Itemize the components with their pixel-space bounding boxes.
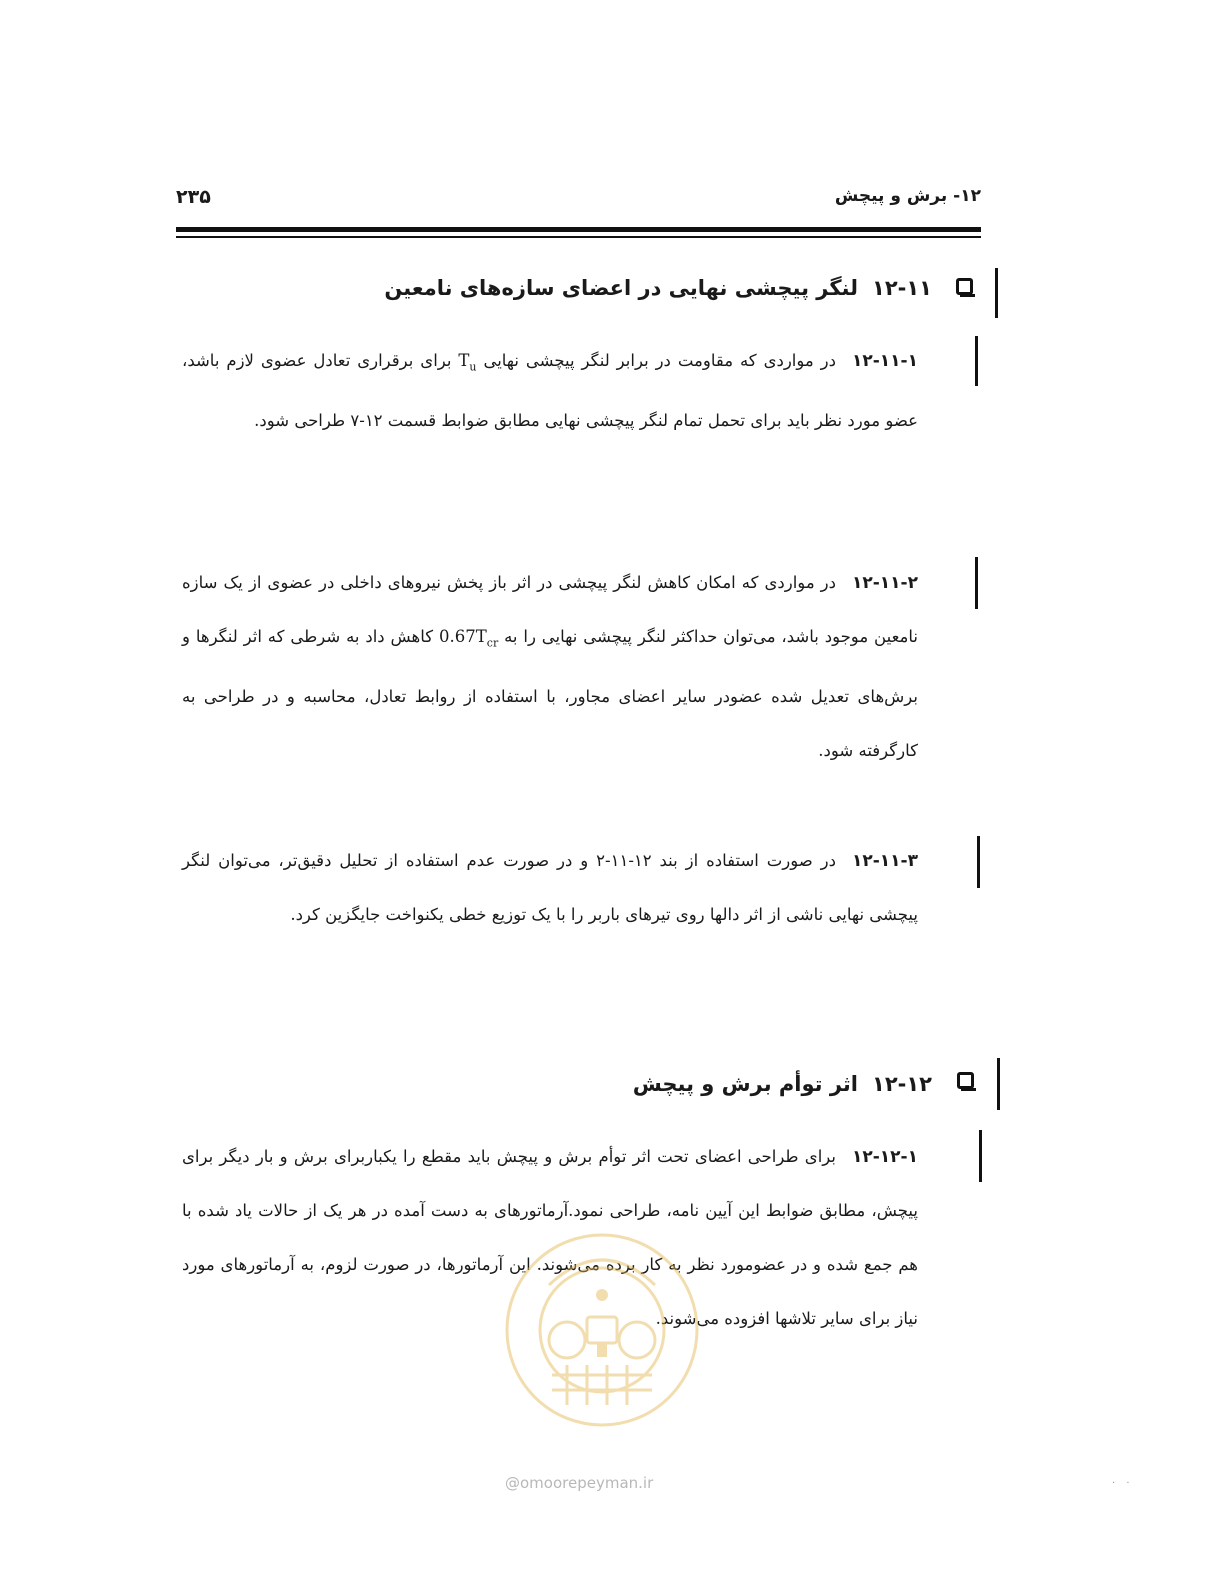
section-title: لنگر پیچشی نهایی در اعضای سازه‌های نامعین: [384, 276, 858, 300]
paragraph-number: ۱۲-۱۱-۲: [852, 573, 918, 593]
paragraph-text: در مواردی که مقاومت در برابر لنگر پیچشی نهایی: [483, 351, 836, 370]
change-bar: [977, 836, 980, 888]
paragraph-text: برای طراحی اعضای تحت اثر توأم برش و پیچش باید مقطع را یکباربرای برش و بار دیگر برای پیچش، مطابق ضوابط این آیین نامه، طراحی نمود.آرماتورهای به دست آمده در هر یک از حالات یاد شده با هم جمع شده و در عضومورد نظر به کار برده می‌شوند. این آرماتورها، در صورت لزوم، به آرماتورهای مورد نیاز برای سایر تلاشها افزوده می‌شوند.: [182, 1147, 918, 1328]
page-number: ۲۳۵: [176, 186, 211, 208]
change-bar: [995, 268, 998, 318]
paragraph: [182, 556, 918, 778]
change-bar: [975, 336, 978, 386]
section-heading: [560, 1067, 932, 1101]
section-number: ۱۲-۱۲: [872, 1072, 932, 1096]
math-symbol: $T_u$: [458, 351, 477, 374]
paragraph-number: ۱۲-۱۱-۳: [852, 851, 918, 871]
watermark-url: @omoorepeyman.ir: [505, 1474, 654, 1492]
paragraph: [182, 334, 918, 448]
running-header: [176, 180, 981, 220]
checkbox-icon: [957, 1072, 974, 1089]
section-number: ۱۲-۱۱: [872, 276, 932, 300]
chapter-title: ۱۲- برش و پیچش: [834, 186, 981, 206]
scan-artifact: · ·: [1112, 1478, 1134, 1489]
paragraph-text: در مواردی که امکان کاهش لنگر پیچشی در اثر باز پخش نیروهای داخلی در عضوی از یک سازه نامعین موجود باشد، می‌توان حداکثر لنگر پیچشی نهایی را به: [182, 573, 918, 646]
paragraph-text: کاهش داد به شرطی که اثر لنگرها و برش‌های تعدیل شده عضودر سایر اعضای مجاور، با استفاده از روابط تعادل، محاسبه و در طراحی به کارگرفته شود.: [182, 627, 918, 761]
header-rule-thin: [176, 236, 981, 238]
section-heading: [300, 271, 932, 305]
change-bar: [975, 557, 978, 609]
paragraph-number: ۱۲-۱۱-۱: [852, 351, 918, 371]
header-rule-thick: [176, 227, 981, 232]
math-symbol: $0.67T_{cr}$: [439, 627, 499, 650]
paragraph: [182, 834, 918, 942]
paragraph-text: برای برقراری تعادل عضوی لازم باشد، عضو مورد نظر باید برای تحمل تمام لنگر پیچشی نهایی مطابق ضوابط قسمت ۱۲-۷ طراحی شود.: [182, 351, 918, 431]
omoorepeyman-seal-icon: [497, 1225, 707, 1435]
section-title: اثر توأم برش و پیچش: [632, 1072, 858, 1096]
checkbox-icon: [956, 278, 973, 295]
change-bar: [997, 1058, 1000, 1110]
paragraph-number: ۱۲-۱۲-۱: [852, 1147, 918, 1167]
paragraph-text: در صورت استفاده از بند ۱۲-۱۱-۲ و در صورت عدم استفاده از تحلیل دقیق‌تر، می‌توان لنگر پیچشی نهایی ناشی از اثر دالها روی تیرهای باربر را با یک توزیع خطی یکنواخت جایگزین کرد.: [182, 851, 918, 924]
change-bar: [979, 1130, 982, 1182]
